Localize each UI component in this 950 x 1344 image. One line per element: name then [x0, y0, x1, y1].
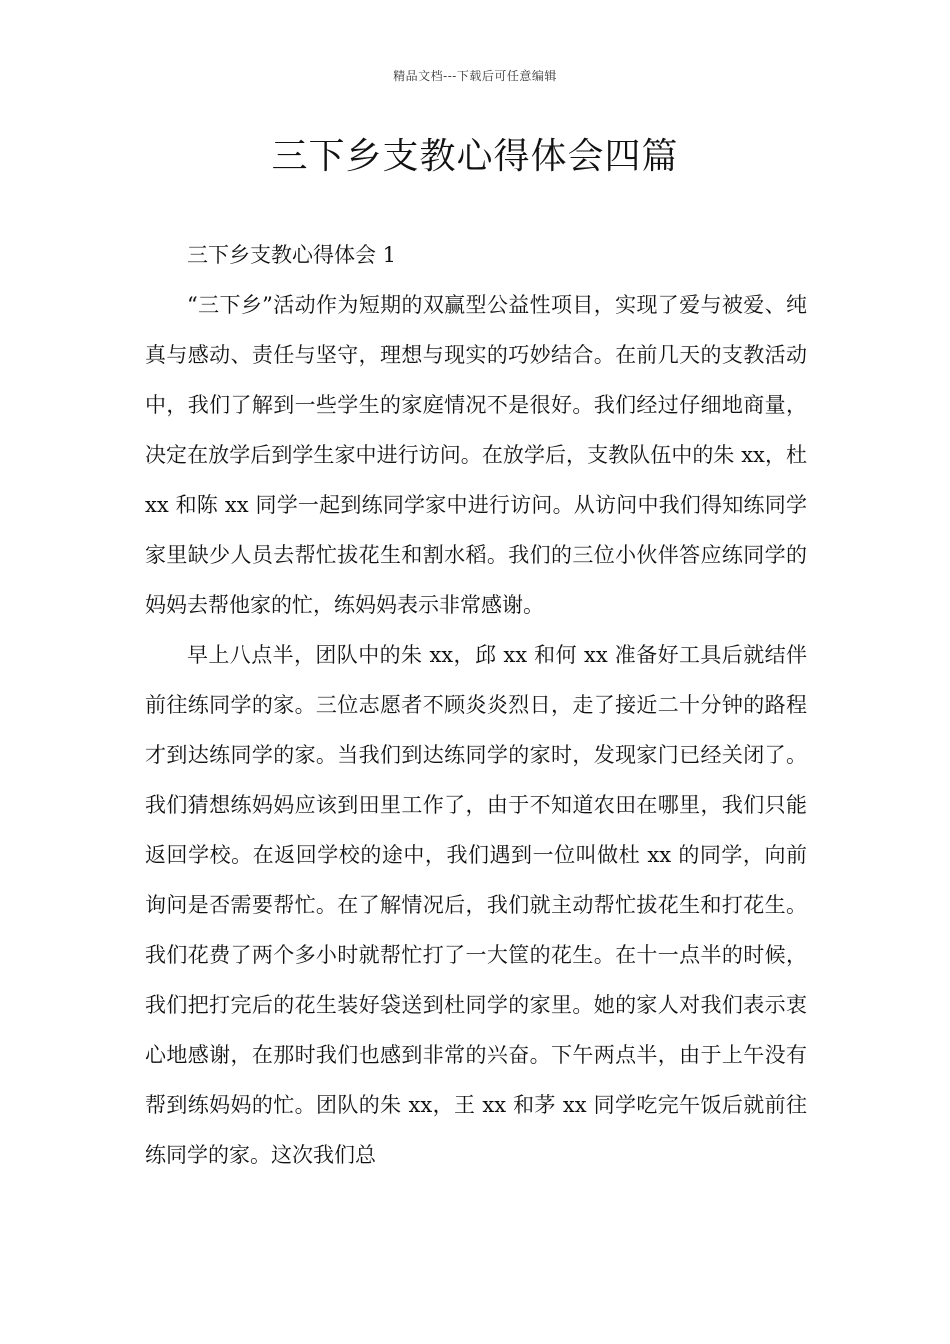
section-heading: 三下乡支教心得体会 1	[187, 243, 397, 267]
page-title: 三下乡支教心得体会四篇	[271, 136, 679, 177]
document-body	[145, 230, 807, 1180]
header-note: 精品文档---下载后可任意编辑	[393, 69, 557, 83]
paragraph: “三下乡”活动作为短期的双赢型公益性项目，实现了爱与被爱、纯真与感动、责任与坚守，理想与现实的巧妙结合。在前几天的支教活动中，我们了解到一些学生的家庭情况不是很好。我们经过仔细地商量，决定在放学后到学生家中进行访问。在放学后，支教队伍中的朱 xx，杜 xx 和陈 xx 同学一起到练同学家中进行访问。从访问中我们得知练同学家里缺少人员去帮忙拔花生和割水稻。我们的三位小伙伴答应练同学的妈妈去帮他家的忙，练妈妈表示非常感谢。	[145, 293, 807, 617]
paragraph: 早上八点半，团队中的朱 xx，邱 xx 和何 xx 准备好工具后就结伴前往练同学的家。三位志愿者不顾炎炎烈日，走了接近二十分钟的路程才到达练同学的家。当我们到达练同学的家时，发现家门已经关闭了。我们猜想练妈妈应该到田里工作了，由于不知道农田在哪里，我们只能返回学校。在返回学校的途中，我们遇到一位叫做杜 xx 的同学，向前询问是否需要帮忙。在了解情况后，我们就主动帮忙拔花生和打花生。我们花费了两个多小时就帮忙打了一大筐的花生。在十一点半的时候，我们把打完后的花生装好袋送到杜同学的家里。她的家人对我们表示衷心地感谢，在那时我们也感到非常的兴奋。下午两点半，由于上午没有帮到练妈妈的忙。团队的朱 xx，王 xx 和茅 xx 同学吃完午饭后就前往练同学的家。这次我们总	[145, 643, 807, 1167]
